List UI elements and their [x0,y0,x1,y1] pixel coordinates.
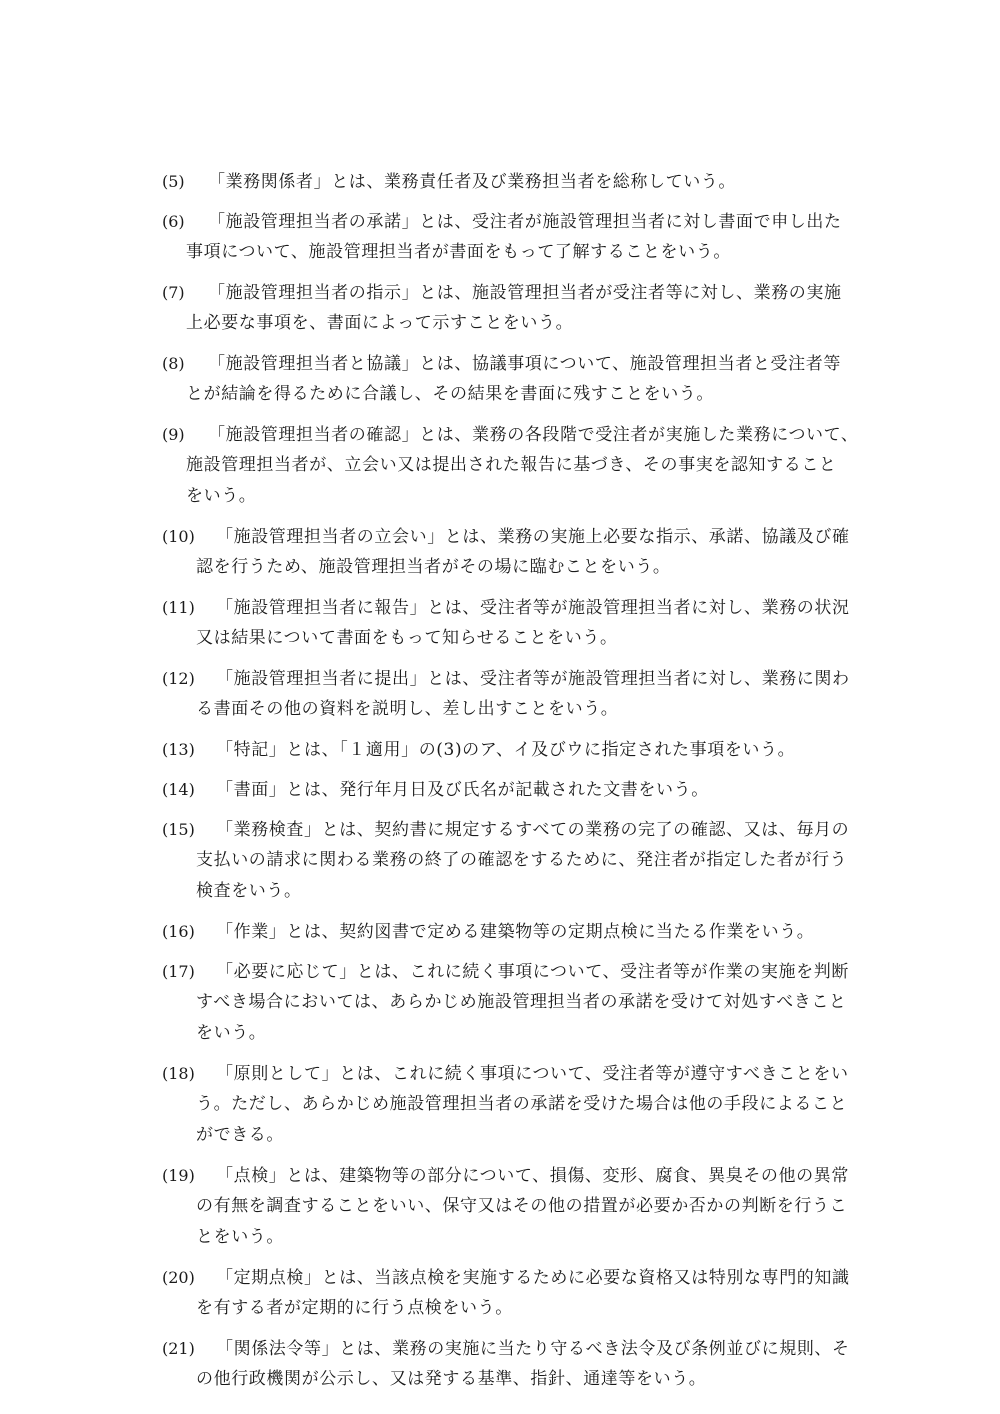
definition-first-line [162,1333,862,1364]
definition-first-line [162,1160,862,1191]
definition-item [162,1262,862,1324]
definition-text: 認を行うため、施設管理担当者がその場に臨むことをいう。 [196,557,671,577]
definition-item [162,277,862,339]
definition-first-line [162,521,862,552]
definition-item [162,774,862,805]
definition-text: 「原則として」とは、これに続く事項について、受注者等が遵守すべきことをい [216,1064,849,1084]
definition-text: 「施設管理担当者に提出」とは、受注者等が施設管理担当者に対し、業務に関わ [216,669,850,689]
definition-continuation-line [162,1364,862,1395]
definition-text: 施設管理担当者が、立会い又は提出された報告に基づき、その事実を認知すること [186,455,837,475]
definition-text: 事項について、施設管理担当者が書面をもって了解することをいう。 [186,242,731,262]
definition-text: をいう。 [196,1023,267,1043]
definition-continuation-line [162,876,862,907]
item-number: (17) [162,962,195,981]
definition-item [162,663,862,725]
definition-first-line [162,774,862,805]
definition-text: 「点検」とは、建築物等の部分について、損傷、変形、腐食、異臭その他の異常 [216,1166,849,1186]
definition-text: 「施設管理担当者の承諾」とは、受注者が施設管理担当者に対し書面で申し出た [208,212,842,232]
definition-text: 「関係法令等」とは、業務の実施に当たり守るべき法令及び条例並びに規則、そ [216,1339,850,1359]
definition-first-line [162,1058,862,1089]
item-number: (19) [162,1166,195,1185]
item-number: (21) [162,1339,195,1358]
definition-text: 「業務検査」とは、契約書に規定するすべての業務の完了の確認、又は、毎月の [216,820,850,840]
definition-text: 「業務関係者」とは、業務責任者及び業務担当者を総称していう。 [208,172,736,192]
definition-continuation-line [162,623,862,654]
definition-text: 「施設管理担当者の指示」とは、施設管理担当者が受注者等に対し、業務の実施 [208,283,842,303]
item-number: (14) [162,780,195,799]
item-number: (16) [162,922,195,941]
definition-first-line [162,1262,862,1293]
definition-continuation-line [162,1191,862,1222]
item-number: (15) [162,820,195,839]
definition-text: 支払いの請求に関わる業務の終了の確認をするために、発注者が指定した者が行う [196,850,848,870]
definition-text: 「特記」とは、「１適用」の(3)のア、イ及びウに指定された事項をいう。 [216,740,796,760]
definition-first-line [162,916,862,947]
definition-text: すべき場合においては、あらかじめ施設管理担当者の承諾を受けて対処すべきこと [196,992,847,1012]
definition-item [162,592,862,654]
item-number: (9) [162,425,185,444]
item-number: (13) [162,740,195,759]
definition-item [162,1333,862,1395]
definition-text: 「書面」とは、発行年月日及び氏名が記載された文書をいう。 [216,780,709,800]
definition-continuation-line [162,845,862,876]
definition-continuation-line [162,987,862,1018]
definition-item [162,206,862,268]
definition-text: 「施設管理担当者と協議」とは、協議事項について、施設管理担当者と受注者等 [208,354,841,374]
definition-text: う。ただし、あらかじめ施設管理担当者の承諾を受けた場合は他の手段によること [196,1094,848,1114]
definition-continuation-line [162,1293,862,1324]
definition-list [162,166,862,1404]
definition-continuation-line [162,694,862,725]
definition-text: る書面その他の資料を説明し、差し出すことをいう。 [196,699,619,719]
definition-text: とをいう。 [196,1227,284,1247]
definition-text: の他行政機関が公示し、又は発する基準、指針、通達等をいう。 [196,1369,707,1389]
definition-item [162,734,862,765]
definition-item [162,1160,862,1253]
definition-item [162,166,862,197]
definition-continuation-line [162,450,862,481]
definition-continuation-line [162,1089,862,1120]
definition-text: をいう。 [186,486,257,506]
definition-text: 「施設管理担当者に報告」とは、受注者等が施設管理担当者に対し、業務の状況 [216,598,850,618]
definition-text: とが結論を得るために合議し、その結果を書面に残すことをいう。 [186,384,714,404]
definition-continuation-line [162,1222,862,1253]
item-number: (7) [162,283,185,302]
definition-continuation-line [162,1018,862,1049]
definition-continuation-line [162,1120,862,1151]
definition-text: 「施設管理担当者の立会い」とは、業務の実施上必要な指示、承諾、協議及び確 [216,527,850,547]
item-number: (11) [162,598,195,617]
definition-first-line [162,206,862,237]
definition-item [162,1058,862,1151]
definition-text: 又は結果について書面をもって知らせることをいう。 [196,628,618,648]
definition-first-line [162,277,862,308]
definition-first-line [162,814,862,845]
definition-item [162,348,862,410]
definition-item [162,916,862,947]
definition-item [162,956,862,1049]
definition-continuation-line [162,379,862,410]
definition-continuation-line [162,308,862,339]
definition-first-line [162,663,862,694]
item-number: (6) [162,212,185,231]
definition-continuation-line [162,481,862,512]
item-number: (12) [162,669,195,688]
definition-first-line [162,956,862,987]
item-number: (10) [162,527,195,546]
item-number: (20) [162,1268,195,1287]
definition-first-line [162,734,862,765]
definition-text: 「作業」とは、契約図書で定める建築物等の定期点検に当たる作業をいう。 [216,922,815,942]
definition-text: 「定期点検」とは、当該点検を実施するために必要な資格又は特別な専門的知識 [216,1268,850,1288]
definition-text: 「施設管理担当者の確認」とは、業務の各段階で受注者が実施した業務について、 [208,425,859,445]
item-number: (8) [162,354,185,373]
definition-item [162,521,862,583]
definition-first-line [162,348,862,379]
definition-text: 「必要に応じて」とは、これに続く事項について、受注者等が作業の実施を判断 [216,962,849,982]
definition-text: の有無を調査することをいい、保守又はその他の措置が必要か否かの判断を行うこ [196,1196,848,1216]
definition-first-line [162,592,862,623]
item-number: (18) [162,1064,195,1083]
definition-continuation-line [162,552,862,583]
definition-first-line [162,419,862,450]
item-number: (5) [162,172,185,191]
definition-text: 検査をいう。 [196,881,302,901]
definition-continuation-line [162,237,862,268]
definition-item [162,419,862,512]
definition-text: を有する者が定期的に行う点検をいう。 [196,1298,513,1318]
definition-text: ができる。 [196,1125,284,1145]
definition-item [162,814,862,907]
definition-text: 上必要な事項を、書面によって示すことをいう。 [186,313,574,333]
definition-first-line [162,166,862,197]
